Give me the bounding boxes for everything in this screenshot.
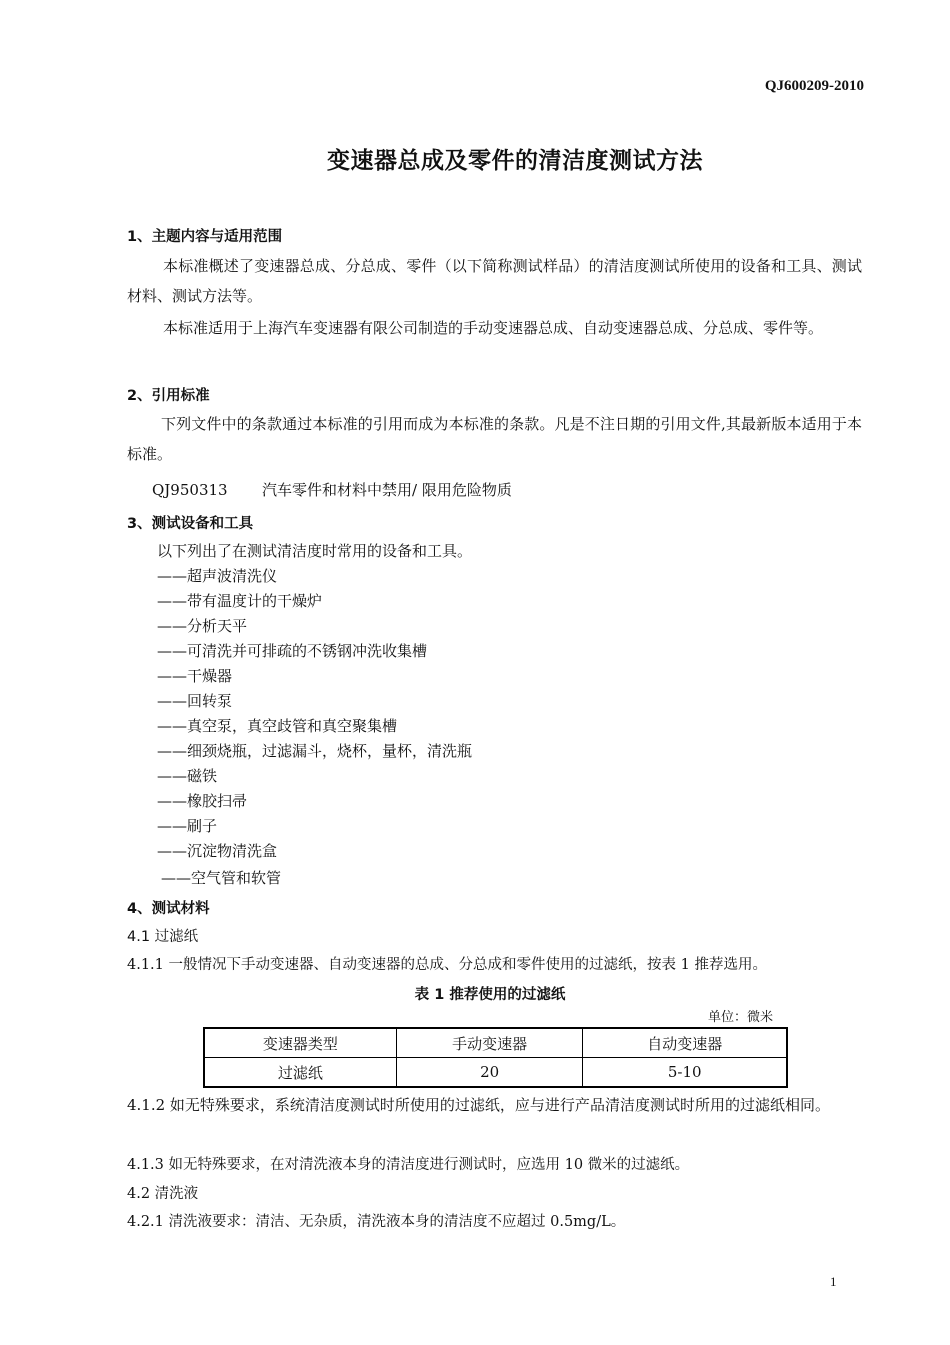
table-header-cell: 变速器类型 (204, 1028, 396, 1058)
document-number: QJ600209-2010 (764, 78, 864, 94)
equipment-item: ——橡胶扫帚 (157, 792, 248, 810)
equipment-item: ——超声波清洗仪 (157, 567, 278, 585)
page-title: 变速器总成及零件的清洁度测试方法 (327, 148, 703, 174)
subsection-4-2-heading: 4.2 清洗液 (127, 1186, 199, 1202)
clause-4-1-2: 4.1.2 如无特殊要求，系统清洁度测试时所使用的过滤纸，应与进行产品清洁度测试时所用的过滤纸相同。 (127, 1096, 830, 1114)
equipment-item: ——带有温度计的干燥炉 (157, 592, 323, 610)
filter-paper-table (203, 1027, 788, 1088)
table-cell: 20 (396, 1058, 583, 1088)
reference-title: 汽车零件和材料中禁用/ 限用危险物质 (262, 481, 512, 499)
section1-heading: 1、主题内容与适用范围 (127, 229, 283, 245)
table-header-cell: 手动变速器 (396, 1028, 583, 1058)
equipment-item: ——刷子 (157, 817, 218, 835)
equipment-item: ——磁铁 (157, 767, 218, 785)
section4-heading: 4、测试材料 (127, 901, 210, 917)
section1-para2: 本标准适用于上海汽车变速器有限公司制造的手动变速器总成、自动变速器总成、分总成、零件等。 (163, 319, 824, 337)
equipment-item: ——真空泵，真空歧管和真空聚集槽 (157, 717, 398, 735)
equipment-item: ——空气管和软管 (161, 869, 282, 887)
reference-entry (152, 479, 512, 500)
equipment-item: ——可清洗并可排疏的不锈钢冲洗收集槽 (157, 642, 428, 660)
section1-para1: 本标准概述了变速器总成、分总成、零件（以下简称测试样品）的清洁度测试所使用的设备和工具、测试材料、测试方法等。 (127, 257, 862, 305)
page-number: 1 (830, 1274, 837, 1289)
table-unit: 单位：微米 (708, 1010, 774, 1025)
equipment-item: ——回转泵 (157, 692, 233, 710)
clause-4-1-3: 4.1.3 如无特殊要求，在对清洗液本身的清洁度进行测试时，应选用 10 微米的过滤纸。 (127, 1157, 690, 1173)
subsection-4-1-heading: 4.1 过滤纸 (127, 929, 199, 945)
equipment-item: ——沉淀物清洗盒 (157, 842, 278, 860)
clause-4-1-1: 4.1.1 一般情况下手动变速器、自动变速器的总成、分总成和零件使用的过滤纸，按表 1 推荐选用。 (127, 957, 767, 973)
section3-intro: 以下列出了在测试清洁度时常用的设备和工具。 (157, 542, 473, 560)
clause-4-2-1: 4.2.1 清洗液要求：清洁、无杂质，清洗液本身的清洁度不应超过 0.5mg/L。 (127, 1214, 626, 1230)
section3-heading: 3、测试设备和工具 (127, 516, 254, 532)
table-header-row (204, 1028, 787, 1058)
equipment-item: ——干燥器 (157, 667, 233, 685)
table-cell: 5-10 (583, 1058, 787, 1088)
table-caption: 表 1 推荐使用的过滤纸 (414, 987, 566, 1003)
equipment-item: ——细颈烧瓶，过滤漏斗，烧杯，量杯，清洗瓶 (157, 742, 473, 760)
section2-heading: 2、引用标准 (127, 388, 210, 404)
table-row (204, 1058, 787, 1088)
table-header-cell: 自动变速器 (583, 1028, 787, 1058)
table-cell: 过滤纸 (204, 1058, 396, 1088)
section2-para1: 下列文件中的条款通过本标准的引用而成为本标准的条款。凡是不注日期的引用文件,其最新版本适用于本标准。 (127, 415, 862, 463)
reference-code: QJ950313 (152, 481, 228, 499)
equipment-item: ——分析天平 (157, 617, 248, 635)
